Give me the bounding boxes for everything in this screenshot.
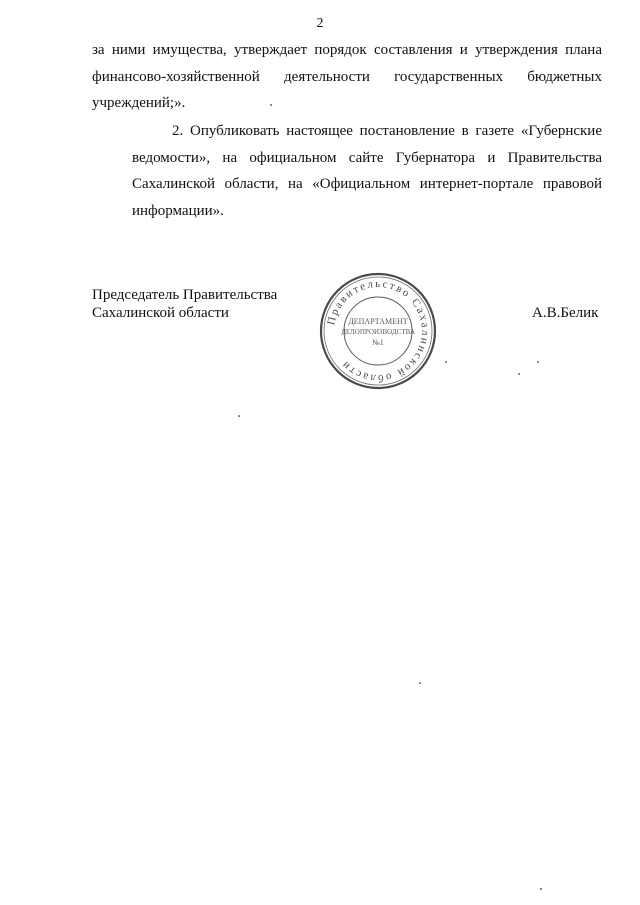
paragraph-line: финансово-хозяйственной деятельности государственных бюджетных [92, 68, 602, 85]
scan-speck [537, 361, 539, 363]
scan-speck [540, 888, 542, 890]
scan-speck [419, 682, 421, 684]
page-number: 2 [316, 16, 324, 31]
paragraph-line: информации». [132, 202, 224, 219]
signatory-position-line: Председатель Правительства [92, 287, 278, 303]
paragraph-line: Сахалинской области, на «Официальном интернет-портале правовой [132, 176, 602, 192]
signatory-position [92, 286, 277, 322]
official-seal [318, 270, 438, 392]
paragraph-line: учреждений;». [92, 95, 186, 111]
paragraph-line: за ними имущества, утверждает порядок составления и утверждения плана [92, 42, 602, 58]
seal-ring-text: Правительство Сахалинской области [325, 277, 432, 385]
seal-center-line: ДЕПАРТАМЕНТ [348, 317, 408, 326]
paragraph-continuation [92, 37, 602, 117]
scan-speck [445, 361, 447, 363]
scan-speck [270, 104, 272, 106]
seal-center-line: №1 [372, 338, 384, 347]
paragraph-line: ведомости», на официальном сайте Губернатора и Правительства [132, 149, 602, 166]
signatory-position-line: Сахалинской области [92, 305, 229, 321]
scan-speck [238, 415, 240, 417]
seal-center-line: ДЕЛОПРОИЗВОДСТВА [341, 328, 415, 336]
seal-stamp-icon [318, 270, 438, 392]
paragraph-publication [92, 118, 602, 224]
signatory-name: А.В.Белик [532, 305, 599, 321]
scan-speck [518, 373, 520, 375]
paragraph-line: 2. Опубликовать настоящее постановление в газете «Губернские [172, 123, 602, 139]
